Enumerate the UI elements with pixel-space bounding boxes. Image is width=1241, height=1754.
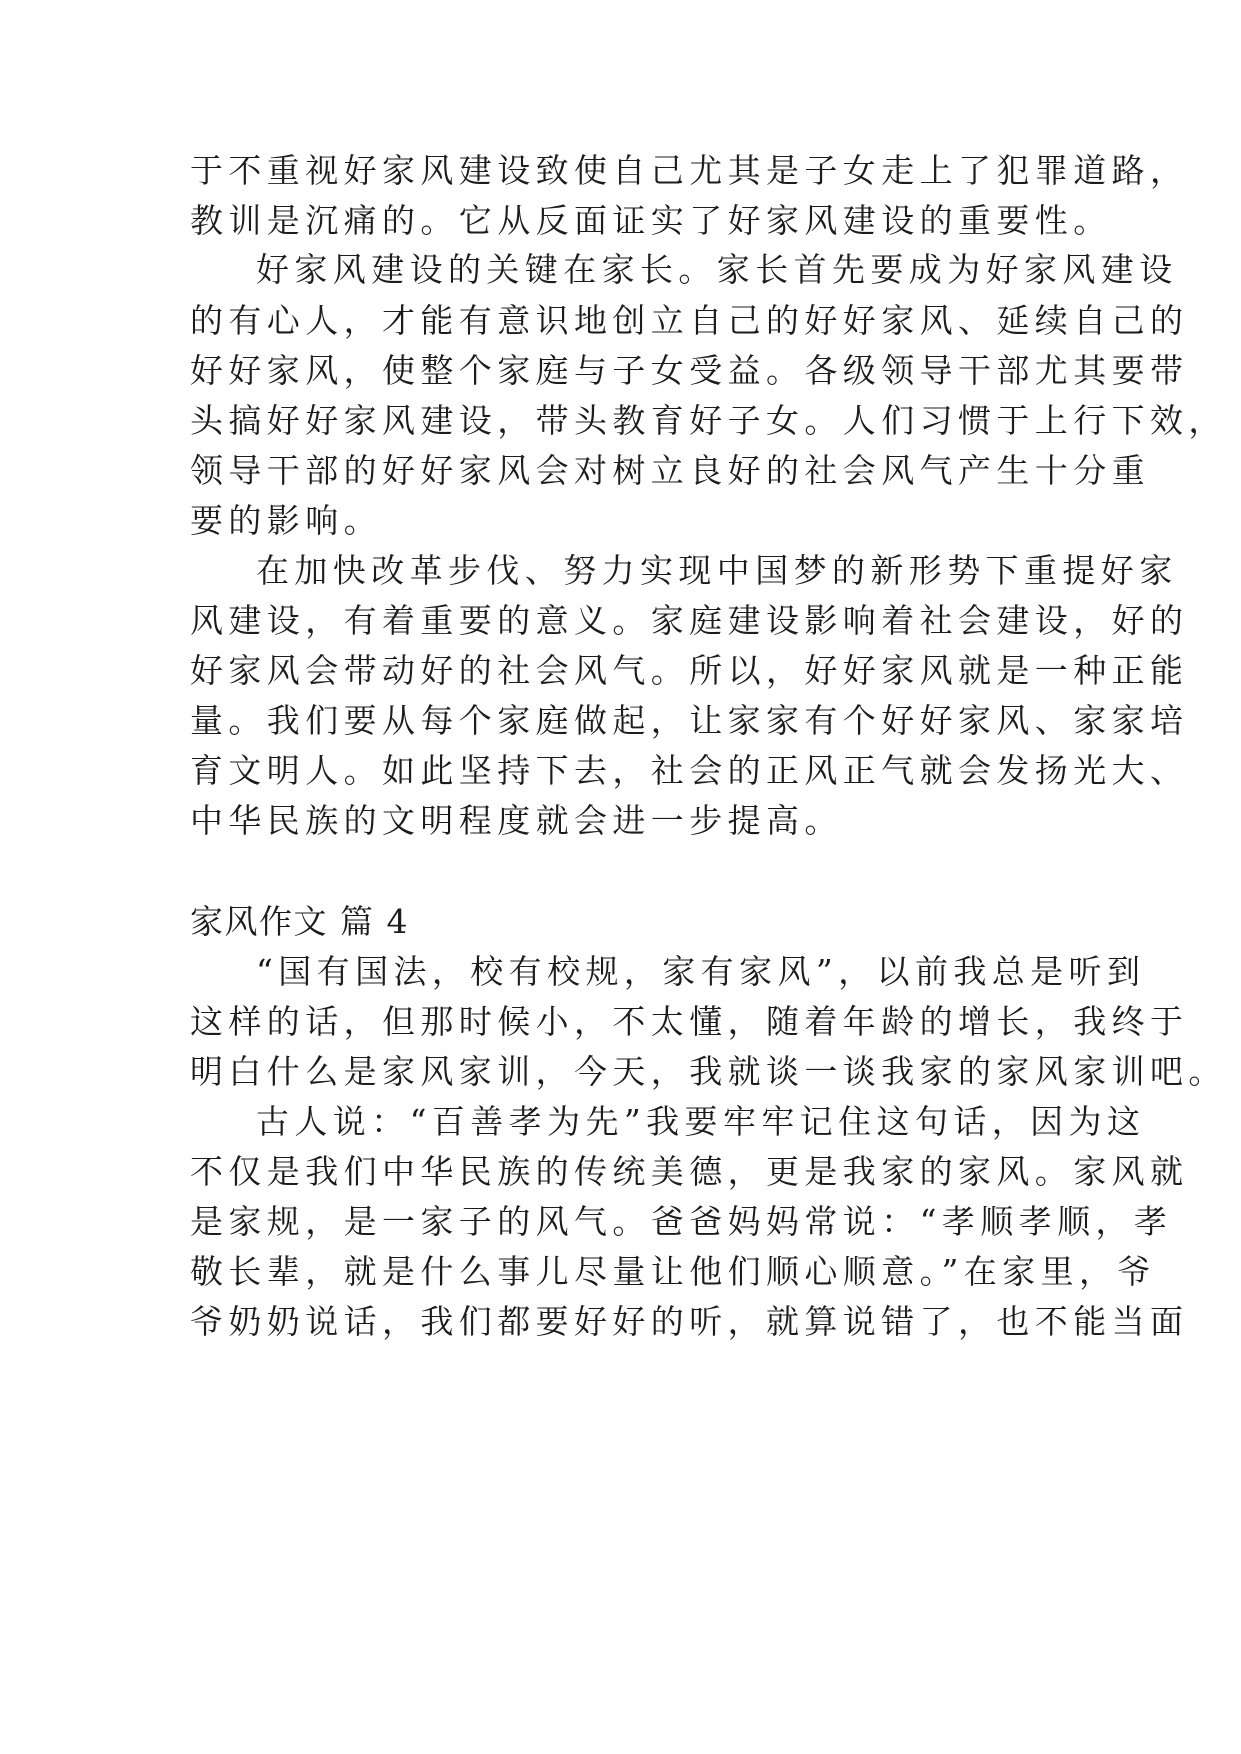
paragraph-line: 不仅是我们中华民族的传统美德，更是我家的家风。家风就 — [190, 1152, 1189, 1191]
paragraph-line: 育文明人。如此坚持下去，社会的正风正气就会发扬光大、 — [190, 751, 1189, 790]
section-heading: 家风作文 篇 4 — [190, 902, 409, 941]
paragraph-line: 好家风会带动好的社会风气。所以，好好家风就是一种正能 — [190, 651, 1189, 690]
paragraph-line: 明白什么是家风家训，今天，我就谈一谈我家的家风家训吧。 — [190, 1052, 1227, 1091]
paragraph-line: 领导干部的好好家风会对树立良好的社会风气产生十分重 — [190, 451, 1150, 490]
paragraph-line: 于不重视好家风建设致使自己尤其是子女走上了犯罪道路， — [190, 151, 1189, 190]
paragraph-line: 中华民族的文明程度就会进一步提高。 — [190, 801, 843, 840]
paragraph-line: “国有国法，校有校规，家有家风”，以前我总是听到 — [256, 952, 1146, 991]
paragraph-line: 好家风建设的关键在家长。家长首先要成为好家风建设 — [256, 250, 1178, 289]
paragraph-line: 是家规，是一家子的风气。爸爸妈妈常说：“孝顺孝顺，孝 — [190, 1202, 1173, 1241]
paragraph-line: 这样的话，但那时候小，不太懂，随着年龄的增长，我终于 — [190, 1002, 1189, 1041]
paragraph-line: 教训是沉痛的。它从反面证实了好家风建设的重要性。 — [190, 201, 1112, 240]
paragraph-line: 敬长辈，就是什么事儿尽量让他们顺心顺意。”在家里，爷 — [190, 1252, 1156, 1291]
paragraph-line: 古人说：“百善孝为先”我要牢牢记住这句话，因为这 — [256, 1102, 1146, 1141]
paragraph-line: 的有心人，才能有意识地创立自己的好好家风、延续自己的 — [190, 301, 1189, 340]
paragraph-line: 要的影响。 — [190, 501, 382, 540]
paragraph-line: 风建设，有着重要的意义。家庭建设影响着社会建设，好的 — [190, 601, 1189, 640]
paragraph-line: 头搞好好家风建设，带头教育好子女。人们习惯于上行下效， — [190, 401, 1227, 440]
paragraph-line: 好好家风，使整个家庭与子女受益。各级领导干部尤其要带 — [190, 351, 1189, 390]
paragraph-line: 量。我们要从每个家庭做起，让家家有个好好家风、家家培 — [190, 701, 1189, 740]
paragraph-line: 爷奶奶说话，我们都要好好的听，就算说错了，也不能当面 — [190, 1302, 1189, 1341]
paragraph-line: 在加快改革步伐、努力实现中国梦的新形势下重提好家 — [256, 551, 1178, 590]
